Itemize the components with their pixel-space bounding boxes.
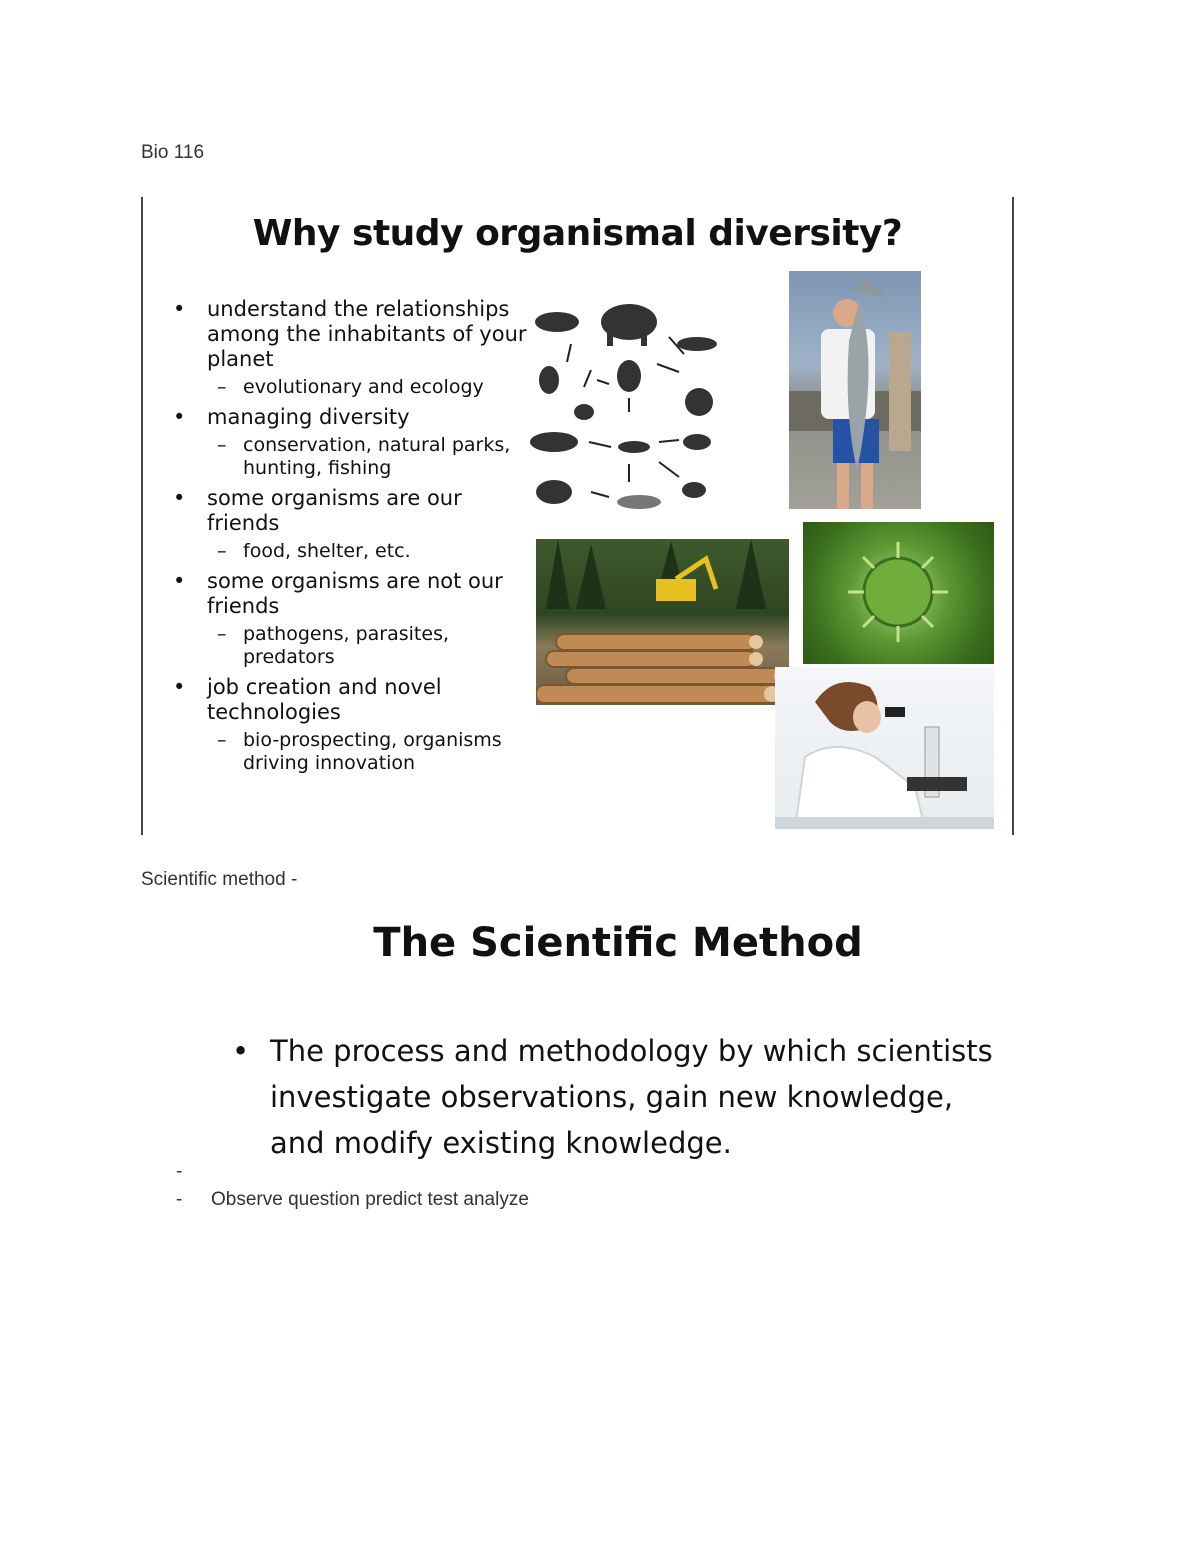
note-dash: - bbox=[176, 1161, 183, 1182]
slide-right-border bbox=[1012, 197, 1014, 835]
course-header: Bio 116 bbox=[141, 142, 205, 163]
food-web-illustration bbox=[529, 292, 729, 522]
virus-microscopy-image bbox=[803, 522, 994, 664]
slide-organismal-diversity bbox=[141, 197, 1014, 835]
sub-bullet-item: – conservation, natural parks, hunting, fishing bbox=[173, 434, 533, 480]
bullet-marker: • bbox=[232, 1034, 250, 1068]
sub-bullet-item: – pathogens, parasites, predators bbox=[173, 623, 533, 669]
logging-site-photo bbox=[536, 539, 789, 705]
slide-title: Why study organismal diversity? bbox=[252, 213, 903, 254]
note-text: Observe question predict test analyze bbox=[211, 1189, 529, 1210]
sub-bullet-item: – evolutionary and ecology bbox=[173, 376, 533, 399]
bullet-item: • some organisms are not our friends bbox=[173, 569, 533, 619]
bullet-text: The process and methodology by which scientists investigate observations, gain new knowledge, and modify existing knowledge. bbox=[270, 1034, 993, 1160]
sub-bullet-item: – bio-prospecting, organisms driving innovation bbox=[173, 729, 533, 775]
sub-bullet-item: – food, shelter, etc. bbox=[173, 540, 533, 563]
bullet-list bbox=[173, 297, 533, 781]
scientist-microscope-photo bbox=[775, 667, 994, 829]
fisherman-with-fish-photo bbox=[789, 271, 921, 509]
section-label: Scientific method - bbox=[141, 869, 298, 890]
bullet-item: • job creation and novel technologies bbox=[173, 675, 533, 725]
slide-left-border bbox=[141, 197, 143, 835]
note-dash: - bbox=[176, 1189, 183, 1210]
slide-title: The Scientific Method bbox=[373, 920, 863, 966]
bullet-item: • understand the relationships among the inhabitants of your planet bbox=[173, 297, 533, 372]
bullet-item bbox=[232, 1028, 1010, 1166]
bullet-item: • some organisms are our friends bbox=[173, 486, 533, 536]
bullet-item: • managing diversity bbox=[173, 405, 533, 430]
